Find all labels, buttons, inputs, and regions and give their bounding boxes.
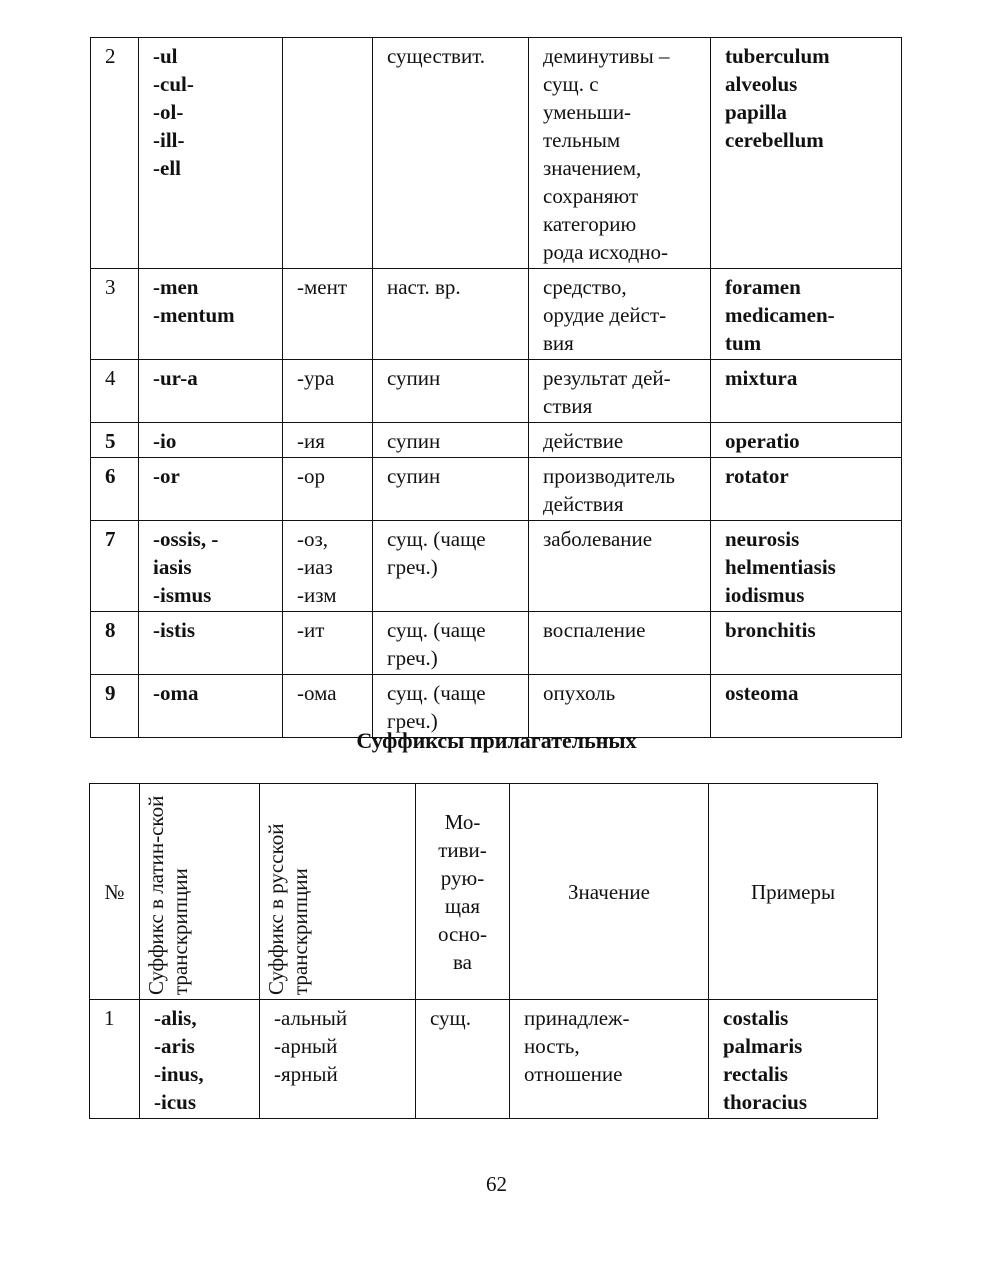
motivating-base-line: сущ. — [430, 1006, 471, 1030]
latin-suffix-line: -men — [153, 275, 199, 299]
latin-suffix-line: -or — [153, 464, 180, 488]
latin-suffix-line: -ol- — [153, 100, 184, 124]
examples — [711, 269, 902, 360]
meaning-line: рода исходно- — [543, 240, 668, 264]
russian-suffix-line: -альный — [274, 1006, 348, 1030]
header-latin — [140, 784, 260, 1000]
motivating-base — [373, 612, 529, 675]
row-number: 3 — [91, 269, 139, 360]
section-title: Суффиксы прилагательных — [356, 728, 637, 753]
latin-suffix — [139, 38, 283, 269]
meaning-line: отношение — [524, 1062, 623, 1086]
russian-suffix-line: -ура — [297, 366, 335, 390]
latin-suffix — [139, 423, 283, 458]
row-number: 7 — [91, 521, 139, 612]
row-number: 1 — [90, 1000, 140, 1119]
meaning-line: сохраняют — [543, 184, 639, 208]
latin-suffix-line: -oma — [153, 681, 199, 705]
examples-line: medicamen- — [725, 303, 835, 327]
latin-suffix-line: -ismus — [153, 583, 212, 607]
latin-suffix — [139, 269, 283, 360]
latin-suffix — [139, 360, 283, 423]
table-row — [91, 458, 902, 521]
meaning-line: ность, — [524, 1034, 580, 1058]
russian-suffix — [260, 1000, 416, 1119]
meaning — [529, 269, 711, 360]
meaning-line: орудие дейст- — [543, 303, 667, 327]
latin-suffix-line: -ossis, - — [153, 527, 219, 551]
meaning — [529, 521, 711, 612]
latin-suffix-line: -alis, — [154, 1006, 197, 1030]
motivating-base-line: наст. вр. — [387, 275, 461, 299]
examples — [711, 612, 902, 675]
header-base — [416, 784, 510, 1000]
meaning — [529, 360, 711, 423]
meaning — [529, 612, 711, 675]
header-russian — [260, 784, 416, 1000]
meaning-line: категорию — [543, 212, 637, 236]
examples-line: rotator — [725, 464, 789, 488]
motivating-base-line: сущ. (чаще — [387, 681, 486, 705]
page-number: 62 — [486, 1172, 507, 1196]
motivating-base-line: супин — [387, 429, 441, 453]
examples-line: palmaris — [723, 1034, 803, 1058]
examples-line: tum — [725, 331, 762, 355]
russian-suffix-line: -ома — [297, 681, 337, 705]
latin-suffix-line: -mentum — [153, 303, 235, 327]
latin-suffix-line: -aris — [154, 1034, 195, 1058]
header-base-line: Мо- — [444, 809, 481, 834]
latin-suffix-line: -ul — [153, 44, 178, 68]
latin-suffix-line: -inus, — [154, 1062, 204, 1086]
russian-suffix — [283, 423, 373, 458]
russian-suffix — [283, 458, 373, 521]
row-number: 6 — [91, 458, 139, 521]
latin-suffix-line: -ill- — [153, 128, 185, 152]
header-latin-text: Суффикс в латин-ской транскрипции — [144, 795, 192, 995]
russian-suffix — [283, 521, 373, 612]
meaning-line: результат дей- — [543, 366, 671, 390]
motivating-base — [373, 423, 529, 458]
examples-line: neurosis — [725, 527, 800, 551]
meaning-line: вия — [543, 331, 574, 355]
meaning-line: ствия — [543, 394, 593, 418]
motivating-base-line: существит. — [387, 44, 486, 68]
header-examples: Примеры — [709, 784, 878, 1000]
row-number: 2 — [91, 38, 139, 269]
meaning — [529, 458, 711, 521]
latin-suffix-line: iasis — [153, 555, 192, 579]
motivating-base-line: супин — [387, 366, 441, 390]
noun-suffix-table — [90, 37, 902, 738]
examples-line: costalis — [723, 1006, 789, 1030]
examples-line: cerebellum — [725, 128, 824, 152]
latin-suffix-line: -ell — [153, 156, 181, 180]
russian-suffix-line: -изм — [297, 583, 337, 607]
examples — [711, 458, 902, 521]
adjective-suffix-table — [89, 783, 878, 1119]
meaning-line: опухоль — [543, 681, 616, 705]
examples-line: papilla — [725, 100, 787, 124]
russian-suffix — [283, 38, 373, 269]
examples-line: rectalis — [723, 1062, 788, 1086]
examples-line: bronchitis — [725, 618, 816, 642]
table-row — [91, 423, 902, 458]
meaning-line: уменьши- — [543, 100, 632, 124]
row-number: 8 — [91, 612, 139, 675]
motivating-base-line: греч.) — [387, 646, 438, 670]
latin-suffix — [139, 458, 283, 521]
motivating-base — [373, 458, 529, 521]
russian-suffix — [283, 269, 373, 360]
meaning — [529, 38, 711, 269]
examples-line: foramen — [725, 275, 801, 299]
header-russian-text: Суффикс в русской транскрипции — [264, 823, 312, 995]
meaning-line: действия — [543, 492, 624, 516]
latin-suffix — [139, 521, 283, 612]
russian-suffix — [283, 360, 373, 423]
table-row — [91, 612, 902, 675]
examples — [711, 423, 902, 458]
table-row — [91, 38, 902, 269]
examples — [711, 521, 902, 612]
meaning — [529, 423, 711, 458]
meaning — [510, 1000, 709, 1119]
header-base-line: осно- — [437, 921, 488, 946]
russian-suffix — [283, 612, 373, 675]
latin-suffix-line: -istis — [153, 618, 195, 642]
meaning-line: производитель — [543, 464, 675, 488]
examples-line: mixtura — [725, 366, 798, 390]
examples — [711, 360, 902, 423]
examples-line: tuberculum — [725, 44, 830, 68]
table-row — [91, 269, 902, 360]
motivating-base-line: супин — [387, 464, 441, 488]
motivating-base — [416, 1000, 510, 1119]
examples-line: thoracius — [723, 1090, 807, 1114]
header-base-line: щая — [444, 893, 481, 918]
latin-suffix — [140, 1000, 260, 1119]
meaning-line: деминутивы – — [543, 44, 670, 68]
meaning-line: сущ. с — [543, 72, 599, 96]
motivating-base-line: греч.) — [387, 709, 438, 733]
latin-suffix-line: -ur-a — [153, 366, 198, 390]
russian-suffix-line: -ия — [297, 429, 325, 453]
header-base-line: ва — [453, 949, 472, 974]
row-number: 9 — [91, 675, 139, 738]
row-number: 5 — [91, 423, 139, 458]
table-header-row — [90, 784, 878, 1000]
examples — [709, 1000, 878, 1119]
motivating-base-line: сущ. (чаще — [387, 618, 486, 642]
latin-suffix-line: -cul- — [153, 72, 194, 96]
meaning-line: действие — [543, 429, 624, 453]
header-meaning: Значение — [510, 784, 709, 1000]
table-row — [91, 521, 902, 612]
meaning-line: значением, — [543, 156, 642, 180]
latin-suffix-line: -io — [153, 429, 177, 453]
russian-suffix-line: -ор — [297, 464, 325, 488]
table-row — [91, 360, 902, 423]
motivating-base — [373, 38, 529, 269]
examples-line: alveolus — [725, 72, 798, 96]
motivating-base-line: сущ. (чаще — [387, 527, 486, 551]
examples — [711, 38, 902, 269]
russian-suffix-line: -ит — [297, 618, 325, 642]
russian-suffix-line: -иаз — [297, 555, 333, 579]
latin-suffix — [139, 612, 283, 675]
motivating-base — [373, 269, 529, 360]
motivating-base — [373, 360, 529, 423]
russian-suffix-line: -оз, — [297, 527, 329, 551]
motivating-base-line: греч.) — [387, 555, 438, 579]
table-row — [90, 1000, 878, 1119]
header-base-line: тиви- — [438, 837, 487, 862]
meaning-line: воспаление — [543, 618, 646, 642]
examples-line: osteoma — [725, 681, 799, 705]
header-num: № — [90, 784, 140, 1000]
examples-line: iodismus — [725, 583, 805, 607]
examples-line: helmentiasis — [725, 555, 836, 579]
examples-line: operatio — [725, 429, 800, 453]
row-number: 4 — [91, 360, 139, 423]
meaning-line: тельным — [543, 128, 621, 152]
motivating-base — [373, 521, 529, 612]
russian-suffix-line: -ярный — [274, 1062, 338, 1086]
meaning-line: принадлеж- — [524, 1006, 630, 1030]
russian-suffix-line: -мент — [297, 275, 348, 299]
russian-suffix-line: -арный — [274, 1034, 338, 1058]
meaning-line: заболевание — [543, 527, 653, 551]
header-base-line: рую- — [440, 865, 485, 890]
meaning-line: средство, — [543, 275, 627, 299]
latin-suffix-line: -icus — [154, 1090, 196, 1114]
